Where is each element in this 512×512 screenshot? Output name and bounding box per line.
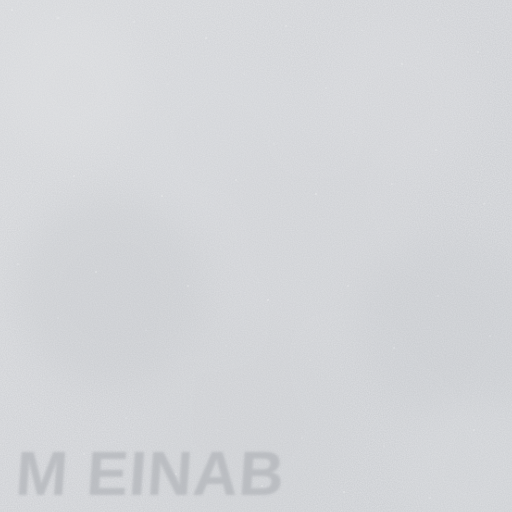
corner-text: M EINAB — [13, 440, 288, 509]
